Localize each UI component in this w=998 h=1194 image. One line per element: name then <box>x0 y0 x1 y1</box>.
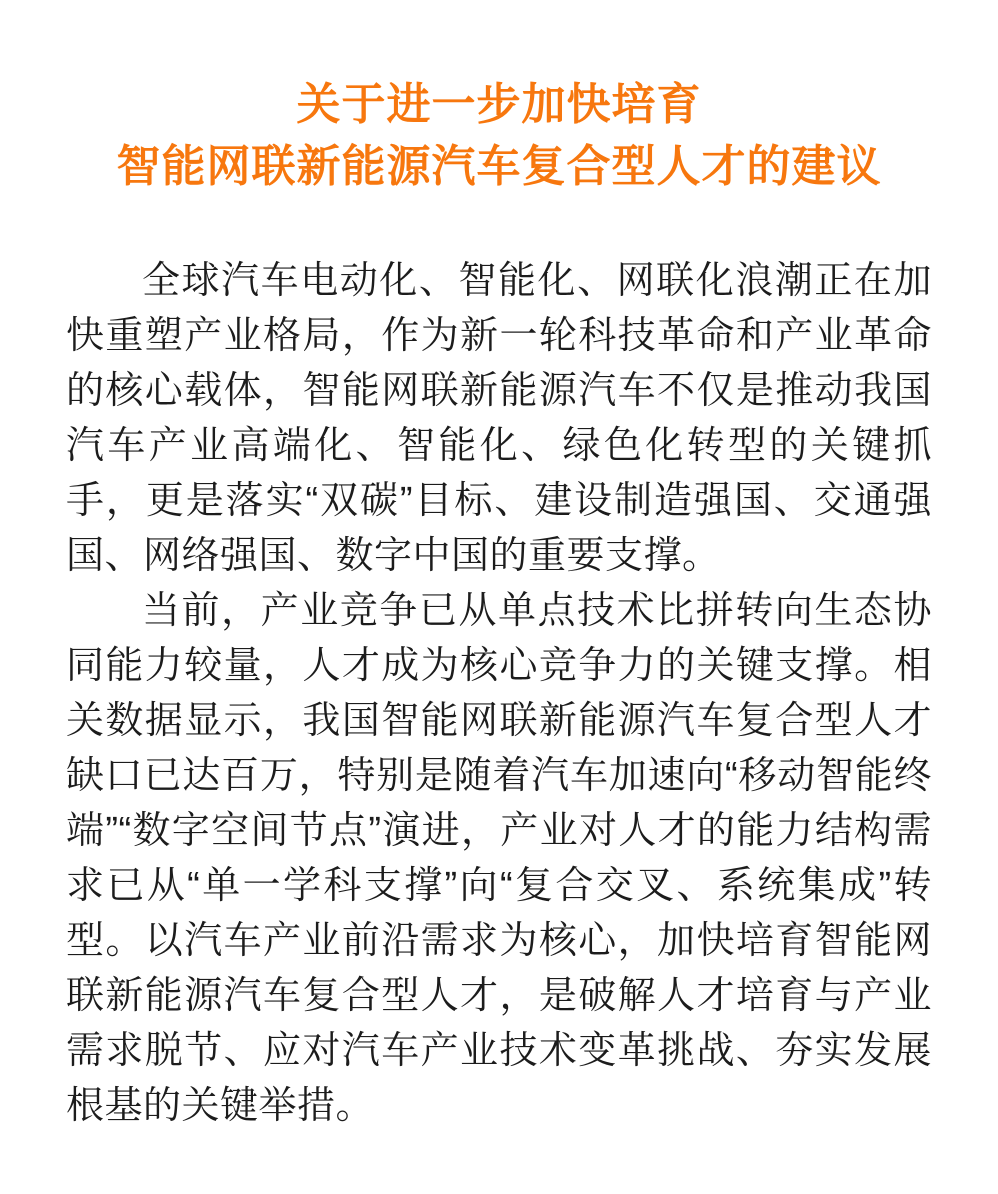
paragraph-1: 全球汽车电动化、智能化、网联化浪潮正在加快重塑产业格局，作为新一轮科技革命和产业革命的核心载体，智能网联新能源汽车不仅是推动我国汽车产业高端化、智能化、绿色化转型的关键抓手，更是落实“双碳”目标、建设制造强国、交通强国、网络强国、数字中国的重要支撑。 <box>66 260 932 577</box>
paragraph-2: 当前，产业竞争已从单点技术比拼转向生态协同能力较量，人才成为核心竞争力的关键支撑。相关数据显示，我国智能网联新能源汽车复合型人才缺口已达百万，特别是随着汽车加速向“移动智能终端”“数字空间节点”演进，产业对人才的能力结构需求已从“单一学科支撑”向“复合交叉、系统集成”转型。以汽车产业前沿需求为核心，加快培育智能网联新能源汽车复合型人才，是破解人才培育与产业需求脱节、应对汽车产业技术变革挑战、夯实发展根基的关键举措。 <box>66 590 932 1127</box>
article-title-line-1: 关于进一步加快培育 <box>296 80 702 129</box>
article-body <box>66 254 932 1134</box>
article-title-line-2: 智能网联新能源汽车复合型人才的建议 <box>116 142 882 191</box>
article-title <box>66 74 932 198</box>
